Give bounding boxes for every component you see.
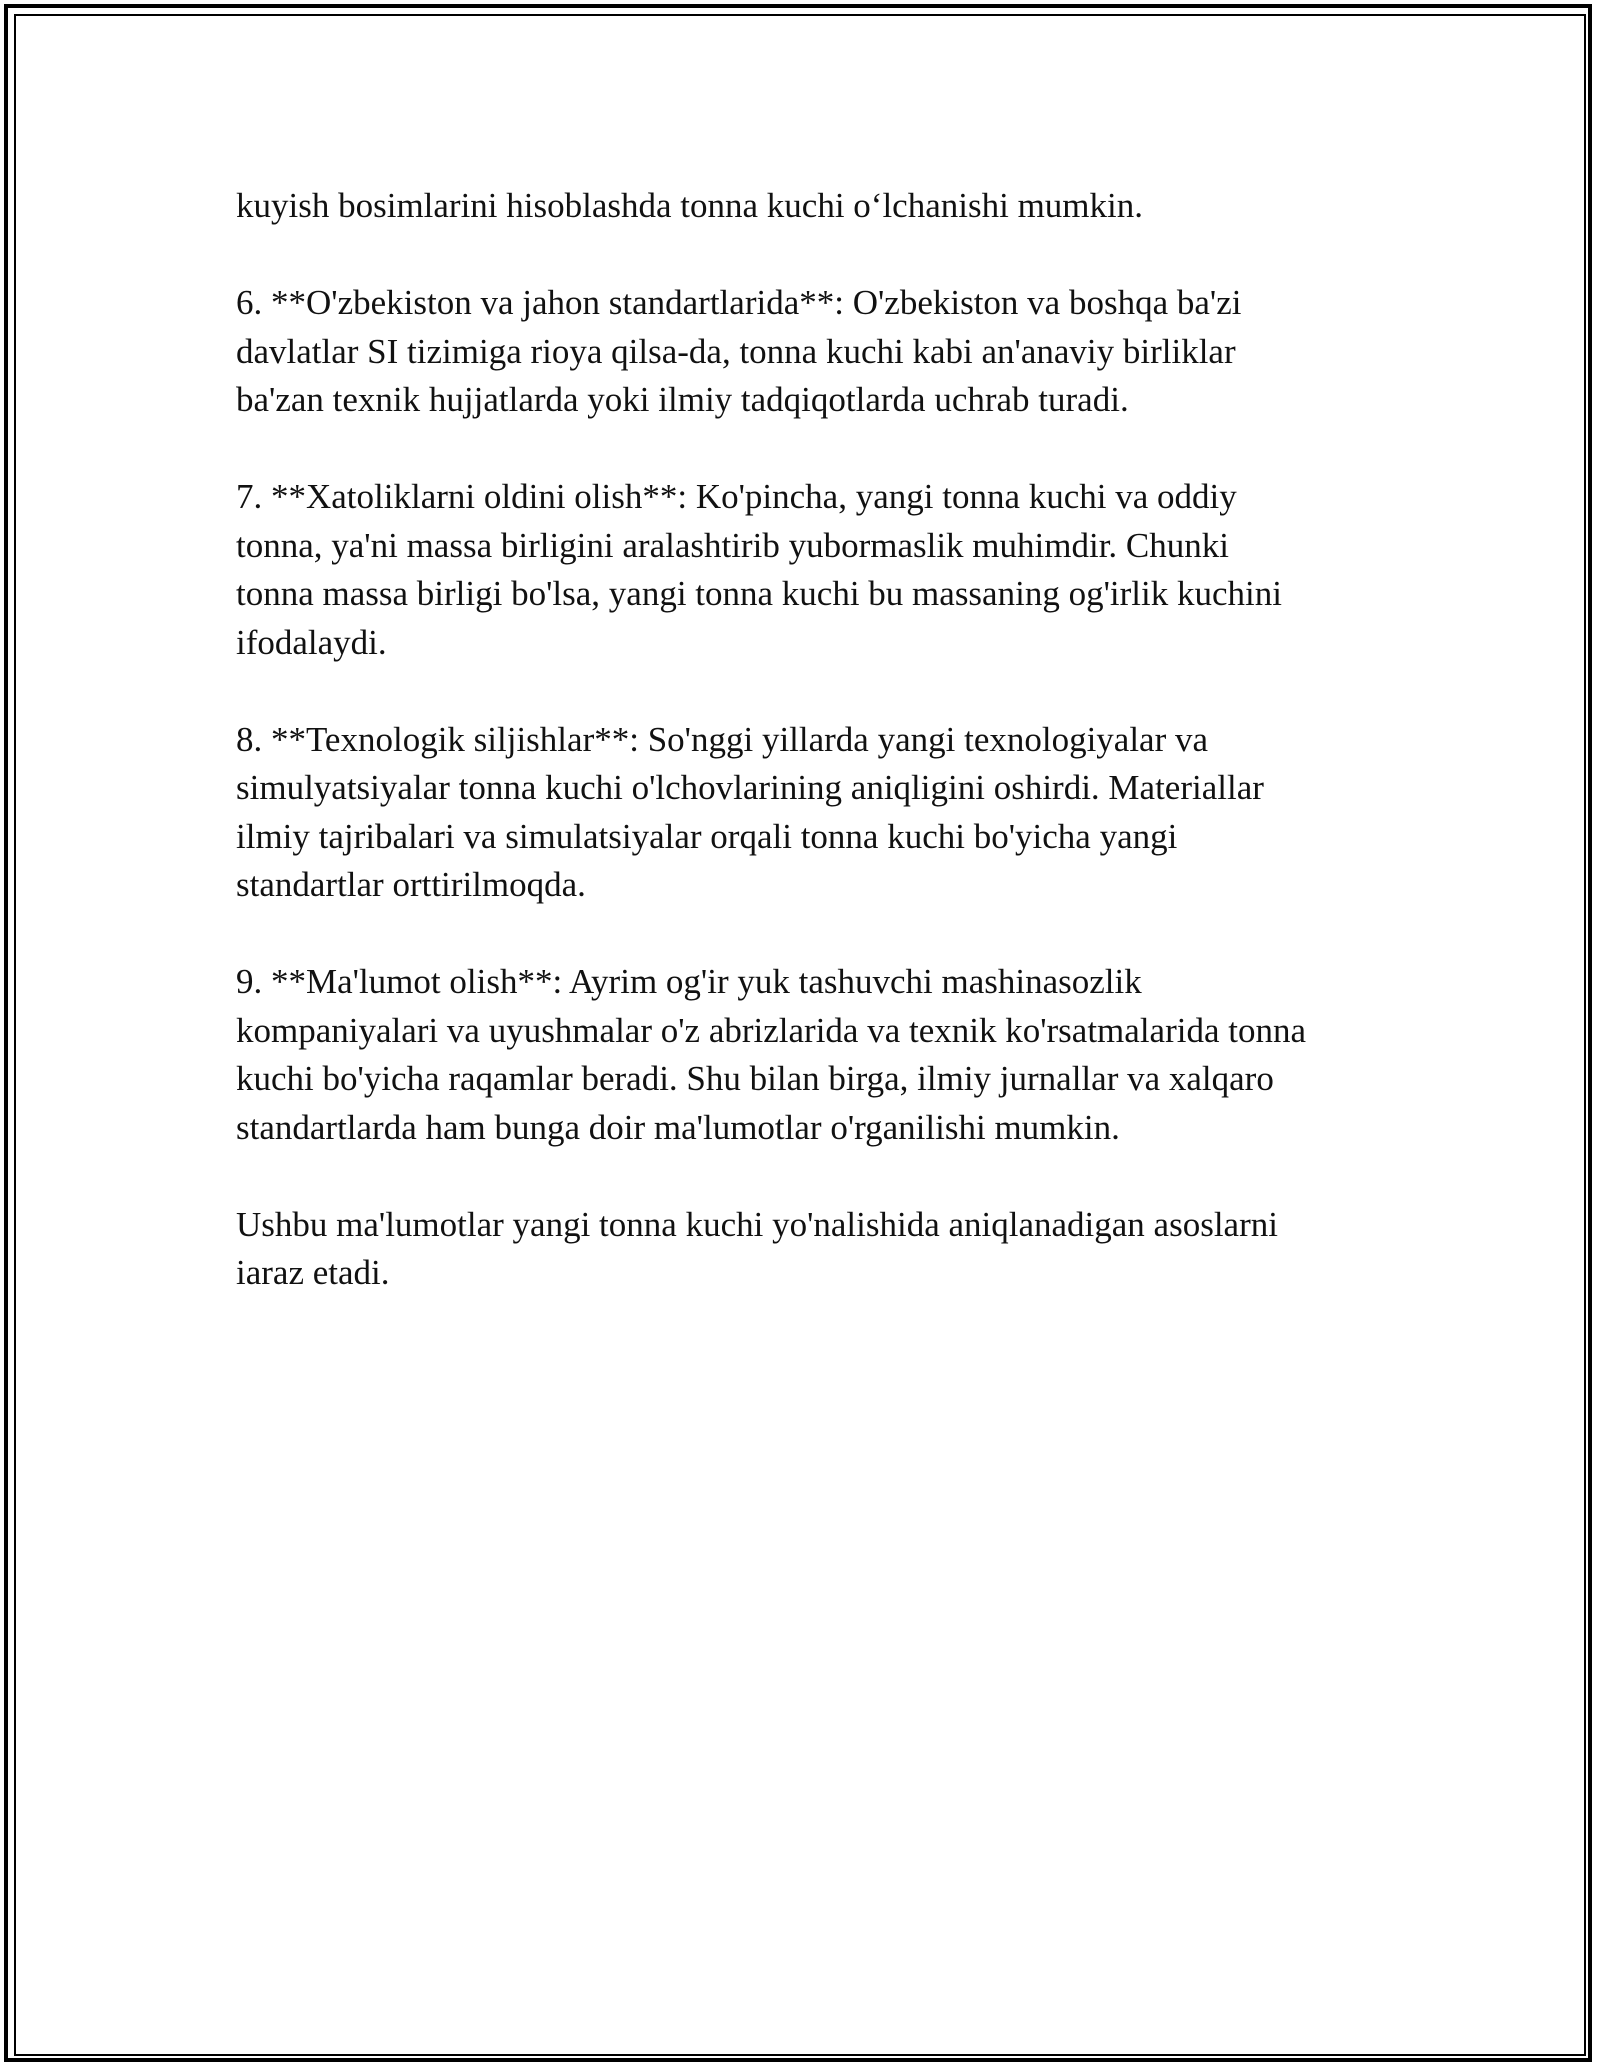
paragraph-intro-continuation: kuyish bosimlarini hisoblashda tonna kuchi o‘lchanishi mumkin. [236, 186, 1143, 225]
paragraph-item-7: 7. **Xatoliklarni oldini olish**: Ko'pincha, yangi tonna kuchi va oddiy tonna, ya'ni massa birligini aralashtirib yubormaslik muhimdir. Chunki tonna massa birligi bo'lsa, yangi tonna kuchi bu massaning og'irlik kuchini ifodalaydi. [236, 477, 1282, 662]
paragraph-item-8: 8. **Texnologik siljishlar**: So'nggi yillarda yangi texnologiyalar va simulyatsiyalar tonna kuchi o'lchovlarining aniqligini oshirdi. Materiallar ilmiy tajribalari va simulatsiyalar orqali tonna kuchi bo'yicha yangi standartlar orttirilmoqda. [236, 719, 1264, 904]
paragraph-item-6: 6. **O'zbekiston va jahon standartlarida**: O'zbekiston va boshqa ba'zi davlatlar SI tizimiga rioya qilsa-da, tonna kuchi kabi an'anaviy birliklar ba'zan texnik hujjatlarda yoki ilmiy tadqiqotlarda uchrab turadi. [236, 283, 1242, 419]
document-body [236, 182, 1376, 1346]
paragraph-conclusion: Ushbu ma'lumotlar yangi tonna kuchi yo'nalishida aniqlanadigan asoslarni iaraz etadi. [236, 1204, 1278, 1292]
paragraph-item-9: 9. **Ma'lumot olish**: Ayrim og'ir yuk tashuvchi mashinasozlik kompaniyalari va uyushmalar o'z abrizlarida va texnik ko'rsatmalarida tonna kuchi bo'yicha raqamlar beradi. Shu bilan birga, ilmiy jurnallar va xalqaro standartlarda ham bunga doir ma'lumotlar o'rganilishi mumkin. [236, 962, 1306, 1147]
